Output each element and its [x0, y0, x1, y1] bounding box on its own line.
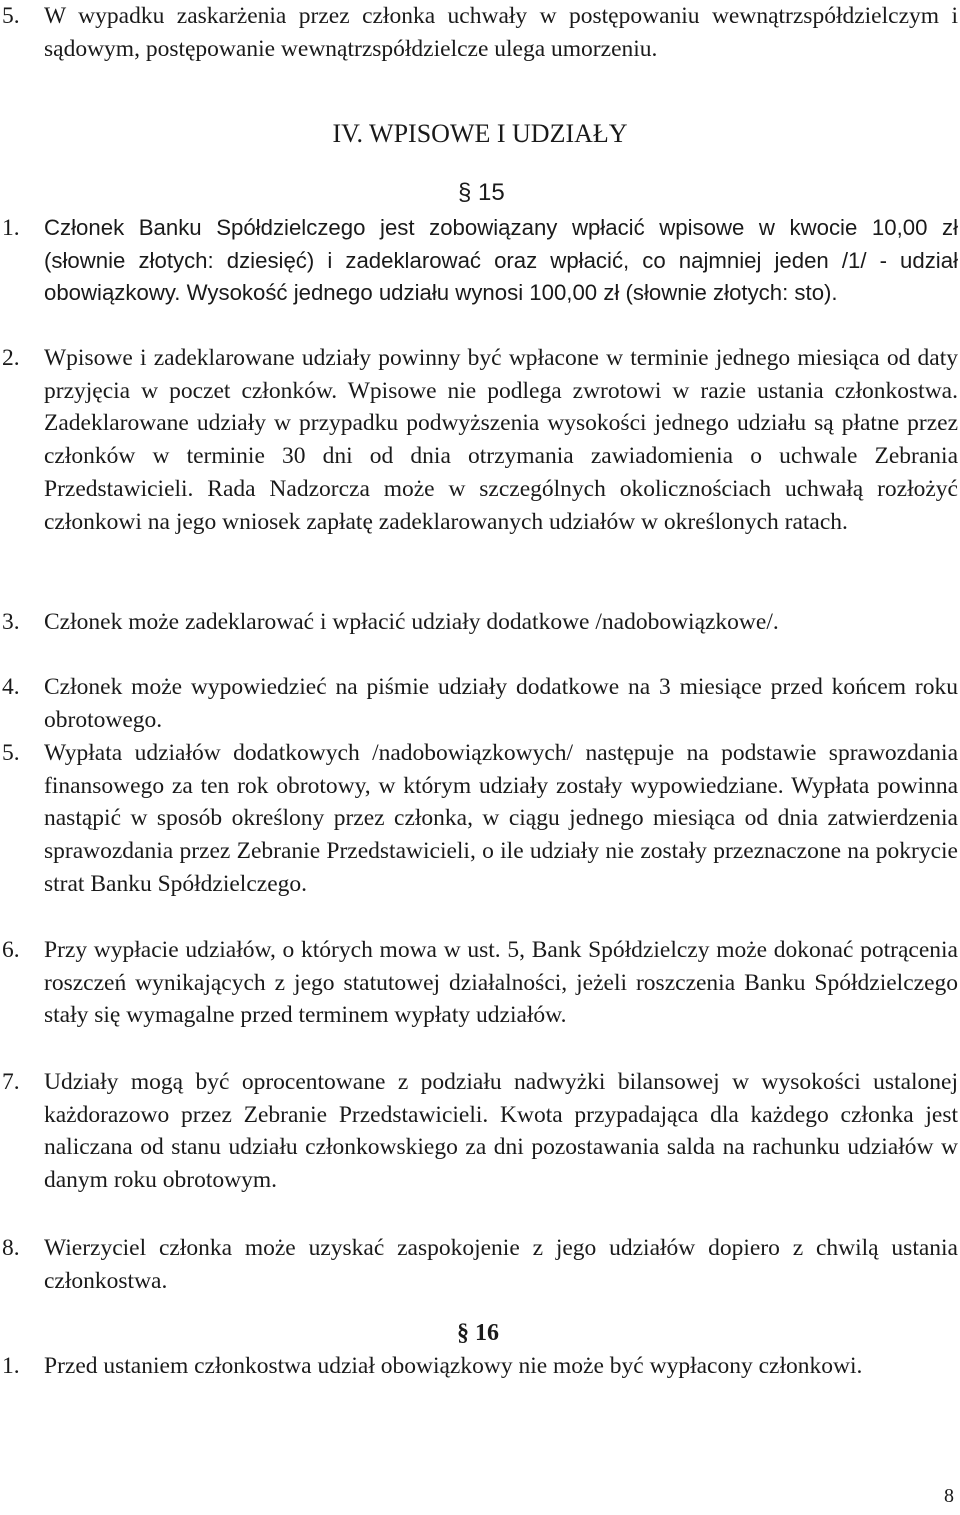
item-number: 1.	[2, 1353, 20, 1379]
item-number: 5.	[2, 3, 20, 29]
item-number: 8.	[2, 1235, 20, 1261]
item-number: 5.	[2, 740, 20, 766]
item-text: W wypadku zaskarżenia przez członka uchwały w postępowaniu wewnątrzspółdzielczym i sądowym, postępowanie wewnątrzspółdzielcze ulega umorzeniu.	[44, 3, 958, 62]
item-text: Przy wypłacie udziałów, o których mowa w ust. 5, Bank Spółdzielczy może dokonać potrącenia roszczeń wynikających z jego statutowej działalności, jeżeli roszczenia Banku Spółdzielczego stały się wymagalne przed terminem wypłaty udziałów.	[44, 937, 958, 1029]
s15-item-3	[0, 606, 958, 639]
s15-item-4	[0, 671, 958, 736]
item-number: 1.	[2, 215, 20, 241]
section-15-title: § 15	[458, 179, 505, 206]
item-number: 6.	[2, 937, 20, 963]
s15-item-2	[0, 342, 958, 538]
item-number: 2.	[2, 345, 20, 371]
item-text: Członek Banku Spółdzielczego jest zobowiązany wpłacić wpisowe w kwocie 10,00 zł (słownie złotych: dziesięć) i zadeklarować oraz wpłacić, co najmniej jeden /1/ - udział obowiązkowy. Wysokość jednego udziału wynosi 100,00 zł (słownie złotych: sto).	[44, 215, 958, 306]
item-text: Wierzyciel członka może uzyskać zaspokojenie z jego udziałów dopiero z chwilą ustania członkostwa.	[44, 1235, 958, 1294]
s15-item-7	[0, 1066, 958, 1197]
item-text: Członek może zadeklarować i wpłacić udziały dodatkowe /nadobowiązkowe/.	[44, 609, 779, 635]
s15-item-5	[0, 737, 958, 901]
s16-item-1	[0, 1350, 958, 1383]
chapter-heading: IV. WPISOWE I UDZIAŁY	[332, 119, 628, 148]
item-number: 4.	[2, 674, 20, 700]
section-16-title: § 16	[457, 1320, 499, 1346]
s15-item-6	[0, 934, 958, 1032]
item-text: Przed ustaniem członkostwa udział obowiązkowy nie może być wypłacony członkowi.	[44, 1353, 863, 1379]
item-text: Wypłata udziałów dodatkowych /nadobowiązkowych/ następuje na podstawie sprawozdania finansowego za ten rok obrotowy, w którym udziały zostały wypowiedziane. Wypłata powinna nastąpić w sposób określony przez członka, w ciągu jednego miesiąca od dnia zatwierdzenia sprawozdania przez Zebranie Przedstawicieli, o ile udziały nie zostały przeznaczone na pokrycie strat Banku Spółdzielczego.	[44, 740, 958, 897]
page-number: 8	[944, 1485, 954, 1507]
item-text: Wpisowe i zadeklarowane udziały powinny być wpłacone w terminie jednego miesiąca od daty przyjęcia w poczet członków. Wpisowe nie podlega zwrotowi w razie ustania członkostwa. Zadeklarowane udziały w przypadku podwyższenia wysokości jednego udziału są płatne przez członków w terminie 30 dni od dnia otrzymania zawiadomienia o uchwale Zebrania Przedstawicieli. Rada Nadzorcza może w szczególnych okolicznościach uchwałą rozłożyć członkowi na jego wniosek zapłatę zadeklarowanych udziałów w określonych ratach.	[44, 345, 958, 535]
item-text: Udziały mogą być oprocentowane z podziału nadwyżki bilansowej w wysokości ustalonej każdorazowo przez Zebranie Przedstawicieli. Kwota przypadająca dla każdego członka jest naliczana od stanu udziału członkowskiego za dni pozostawania salda na rachunku udziałów w danym roku obrotowym.	[44, 1069, 958, 1194]
item-text: Członek może wypowiedzieć na piśmie udziały dodatkowe na 3 miesiące przed końcem roku obrotowego.	[44, 674, 958, 733]
item-number: 7.	[2, 1069, 20, 1095]
intro-item	[0, 0, 958, 65]
s15-item-1	[0, 212, 958, 310]
s15-item-8	[0, 1232, 958, 1297]
item-number: 3.	[2, 609, 20, 635]
